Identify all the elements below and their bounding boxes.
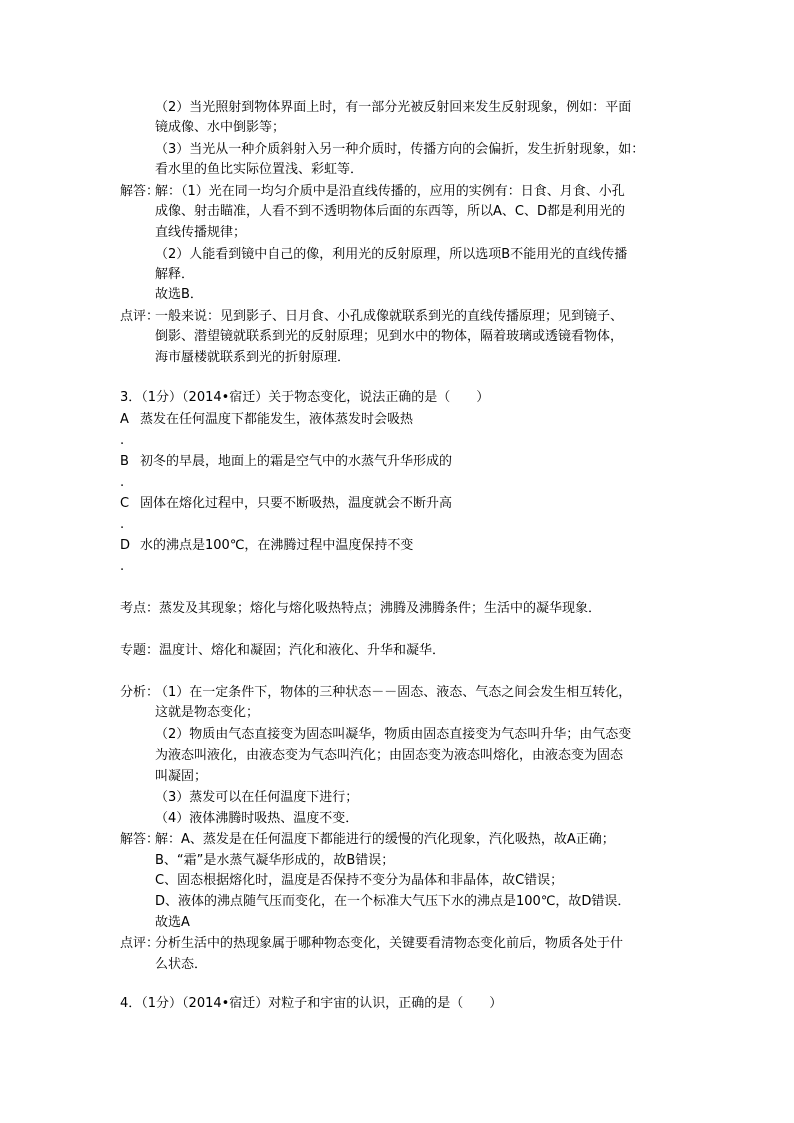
analysis-line: （2）当光照射到物体界面上时，有一部分光被反射回来发生反射现象，例如：平面	[155, 100, 632, 115]
analysis-line: 为液态叫液化，由液态变为气态叫汽化；由固态变为液态叫熔化，由液态变为固态	[155, 748, 624, 763]
option-b-text: 初冬的早晨，地面上的霜是空气中的水蒸气升华形成的	[140, 454, 453, 469]
option-a-text: 蒸发在任何温度下都能发生，液体蒸发时会吸热	[140, 412, 414, 427]
answer-label: 解答：	[120, 184, 160, 199]
comment-line: 一般来说：见到影子、日月食、小孔成像就联系到光的直线传播原理；见到镜子、	[155, 309, 624, 324]
option-d-dot: .	[120, 559, 125, 574]
answer-line: 解释．	[155, 267, 195, 282]
option-c-letter: C	[120, 496, 130, 511]
option-d-letter: D	[120, 538, 131, 553]
analysis-line: （3）当光从一种介质斜射入另一种介质时，传播方向的会偏折，发生折射现象，如：	[155, 142, 645, 157]
comment-line: 海市蜃楼就联系到光的折射原理．	[155, 350, 351, 365]
analysis-line: （2）物质由气态直接变为固态叫凝华，物质由固态直接变为气态叫升华；由气态变	[155, 727, 632, 742]
answer-line: 直线传播规律；	[155, 225, 247, 240]
answer-line: 故选B．	[155, 287, 203, 302]
analysis-label: 分析：	[120, 685, 160, 700]
option-a-letter: A	[120, 412, 129, 427]
answer-label: 解答：	[120, 832, 160, 847]
answer-line: 解：（1）光在同一均匀介质中是沿直线传播的，应用的实例有：日食、月食、小孔	[155, 184, 625, 199]
answer-line: B、“霜”是水蒸气凝华形成的，故B错误；	[155, 853, 395, 868]
analysis-line: 镜成像、水中倒影等；	[155, 120, 286, 135]
comment-label: 点评：	[120, 936, 160, 951]
kaodian-line: 考点：蒸发及其现象；熔化与熔化吸热特点；沸腾及沸腾条件；生活中的凝华现象．	[120, 601, 602, 616]
comment-line: 分析生活中的热现象属于哪种物态变化，关键要看清物态变化前后，物质各处于什	[155, 936, 624, 951]
answer-line: C、固态根据熔化时，温度是否保持不变分为晶体和非晶体，故C错误；	[155, 873, 564, 888]
analysis-line: 叫凝固；	[155, 769, 208, 784]
option-b-letter: B	[120, 454, 129, 469]
comment-label: 点评：	[120, 309, 160, 324]
answer-line: D、液体的沸点随气压而变化，在一个标准大气压下水的沸点是100℃，故D错误．	[155, 894, 631, 909]
answer-line: 成像、射击瞄准，人看不到不透明物体后面的东西等，所以A、C、D都是利用光的	[155, 204, 625, 219]
analysis-line: （4）液体沸腾时吸热、温度不变．	[155, 811, 359, 826]
answer-line: 解：A、蒸发是在任何温度下都能进行的缓慢的汽化现象，汽化吸热，故A正确；	[155, 832, 615, 847]
analysis-line: （1）在一定条件下，物体的三种状态－－固态、液态、气态之间会发生相互转化，	[155, 685, 632, 700]
zhuanti-line: 专题：温度计、熔化和凝固；汽化和液化、升华和凝华．	[120, 643, 446, 658]
answer-line: （2）人能看到镜中自己的像，利用光的反射原理，所以选项B不能用光的直线传播	[155, 247, 628, 262]
option-c-dot: .	[120, 517, 125, 532]
question-3-stem: 3．（1分）（2014•宿迁）关于物态变化，说法正确的是（ ）	[120, 390, 490, 405]
option-b-dot: .	[120, 475, 125, 490]
question-4-stem: 4．（1分）（2014•宿迁）对粒子和宇宙的认识，正确的是（ ）	[120, 996, 503, 1011]
comment-line: 倒影、潜望镜就联系到光的反射原理；见到水中的物体，隔着玻璃或透镜看物体，	[155, 329, 624, 344]
analysis-line: 看水里的鱼比实际位置浅、彩虹等．	[155, 162, 364, 177]
option-a-dot: .	[120, 433, 125, 448]
analysis-line: （3）蒸发可以在任何温度下进行；	[155, 790, 359, 805]
option-d-text: 水的沸点是100℃，在沸腾过程中温度保持不变	[140, 538, 414, 553]
option-c-text: 固体在熔化过程中，只要不断吸热，温度就会不断升高	[140, 496, 453, 511]
answer-line: 故选A	[155, 915, 190, 930]
analysis-line: 这就是物态变化；	[155, 705, 260, 720]
comment-line: 么状态．	[155, 957, 208, 972]
